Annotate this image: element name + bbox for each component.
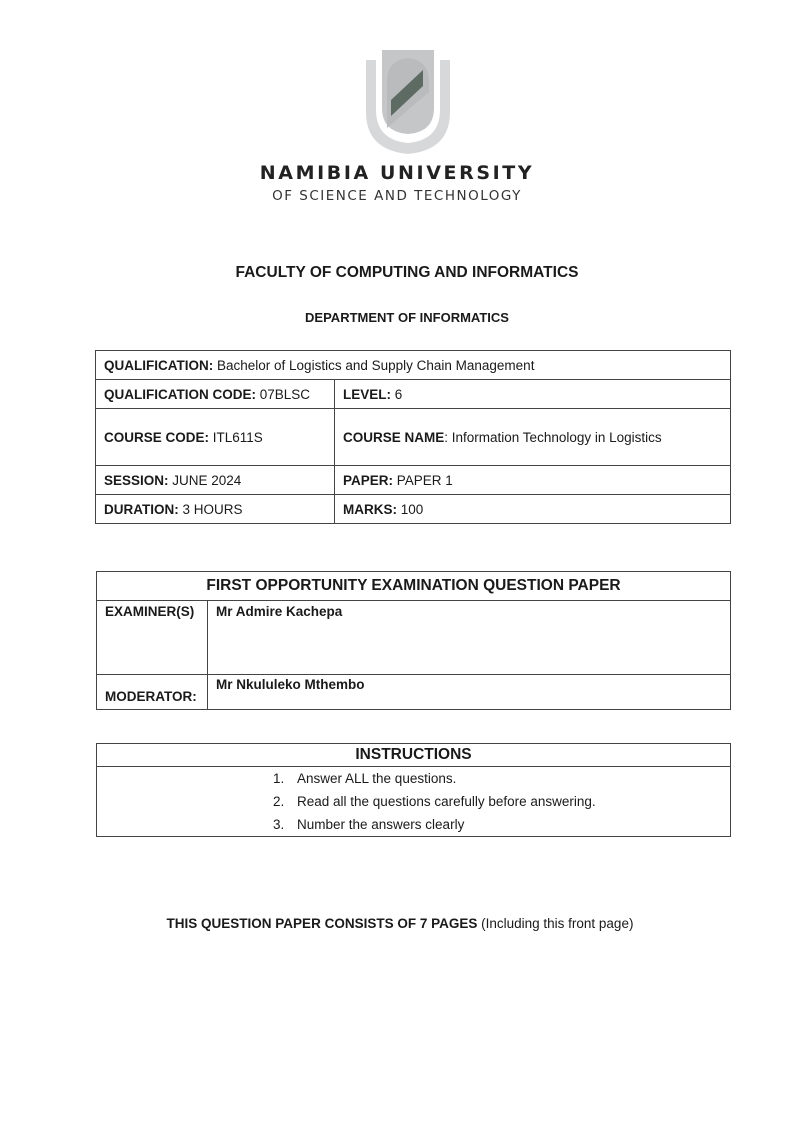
page-count-bold: THIS QUESTION PAPER CONSISTS OF 7 PAGES <box>166 916 478 931</box>
course-details-table <box>95 350 731 524</box>
session-label: SESSION: <box>104 472 169 488</box>
instructions-title: INSTRUCTIONS <box>97 744 731 767</box>
university-subtitle: OF SCIENCE AND TECHNOLOGY <box>272 188 522 204</box>
list-item <box>273 790 730 813</box>
department-heading: DEPARTMENT OF INFORMATICS <box>305 310 509 325</box>
course-name-label: COURSE NAME <box>343 429 445 445</box>
page-count-note <box>0 916 794 931</box>
instructions-table <box>96 743 731 837</box>
course-name-value: : Information Technology in Logistics <box>444 429 662 445</box>
marks-cell <box>335 495 731 524</box>
list-item-number: 2. <box>273 794 285 809</box>
marks-label: MARKS: <box>343 501 397 517</box>
page-count-normal: (Including this front page) <box>481 916 634 931</box>
instructions-body <box>97 767 731 837</box>
nust-logo-icon <box>360 46 456 156</box>
session-cell <box>96 466 335 495</box>
faculty-heading: FACULTY OF COMPUTING AND INFORMATICS <box>235 264 579 281</box>
list-item-text: Read all the questions carefully before answering. <box>297 794 596 809</box>
moderator-label: MODERATOR: <box>97 675 208 710</box>
duration-cell <box>96 495 335 524</box>
marks-value: 100 <box>400 501 424 517</box>
course-code-cell <box>96 409 335 466</box>
paper-label: PAPER: <box>343 472 394 488</box>
university-name: NAMIBIA UNIVERSITY <box>259 162 535 184</box>
qualification-code-cell <box>96 380 335 409</box>
paper-cell <box>335 466 731 495</box>
list-item-number: 1. <box>273 771 285 786</box>
qualification-code-label: QUALIFICATION CODE: <box>104 386 256 402</box>
list-item <box>273 767 730 790</box>
examiner-value: Mr Admire Kachepa <box>208 601 731 675</box>
moderator-value: Mr Nkululeko Mthembo <box>208 675 731 710</box>
qualification-value: Bachelor of Logistics and Supply Chain Management <box>217 357 535 373</box>
duration-label: DURATION: <box>104 501 179 517</box>
session-value: JUNE 2024 <box>172 472 242 488</box>
examiner-label: EXAMINER(S) <box>97 601 208 675</box>
list-item-number: 3. <box>273 817 285 832</box>
list-item-text: Number the answers clearly <box>297 817 465 832</box>
examination-title: FIRST OPPORTUNITY EXAMINATION QUESTION PAPER <box>97 572 731 601</box>
course-code-value: ITL611S <box>212 429 263 445</box>
course-name-cell <box>335 409 731 466</box>
course-code-label: COURSE CODE: <box>104 429 210 445</box>
duration-value: 3 HOURS <box>182 501 243 517</box>
paper-value: PAPER 1 <box>396 472 453 488</box>
list-item <box>273 813 730 836</box>
instructions-list <box>97 767 730 836</box>
qualification-cell <box>96 351 731 380</box>
qualification-label: QUALIFICATION: <box>104 357 214 373</box>
qualification-code-value: 07BLSC <box>259 386 311 402</box>
level-label: LEVEL: <box>343 386 392 402</box>
list-item-text: Answer ALL the questions. <box>297 771 457 786</box>
level-value: 6 <box>394 386 403 402</box>
examination-table <box>96 571 731 710</box>
level-cell <box>335 380 731 409</box>
